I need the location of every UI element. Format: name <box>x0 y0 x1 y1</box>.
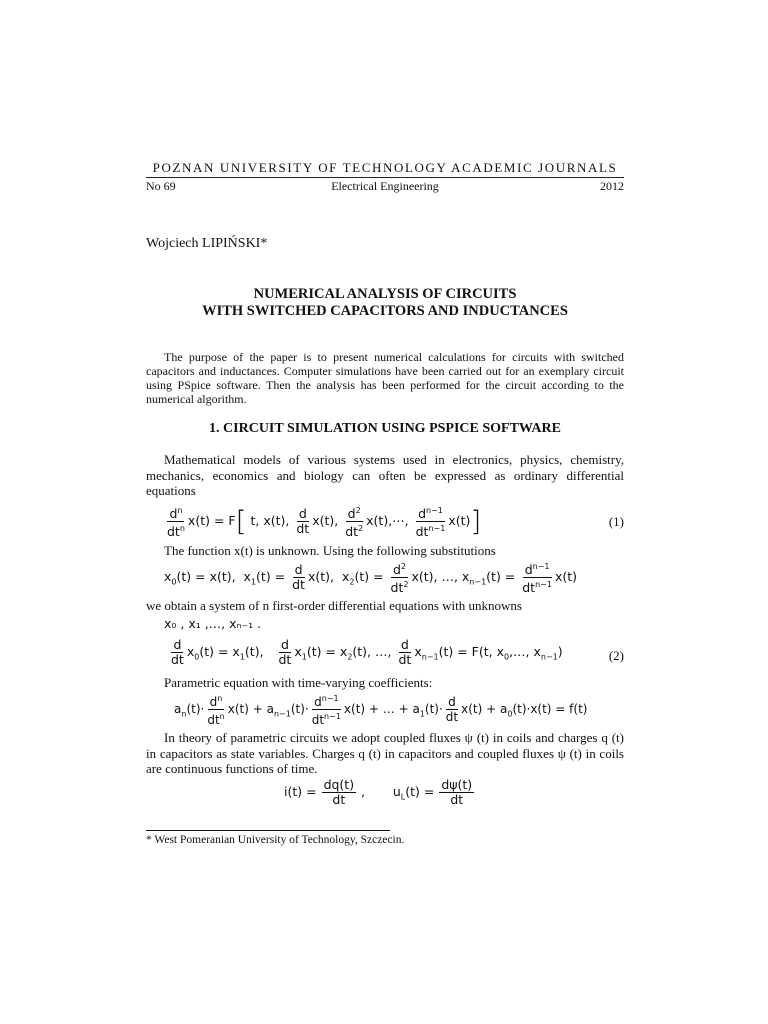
paragraph-intro: Mathematical models of various systems used in electronics, physics, chemistry, mechanics, economics and biology can often be expressed as ordinary differential equations <box>146 452 624 498</box>
footnote: * West Pomeranian University of Technology, Szczecin. <box>146 834 405 846</box>
paragraph-state-variables: In theory of parametric circuits we adopt coupled fluxes ψ (t) in coils and charges q (t) in capacitors as state variables. Charges q (t) in capacitors and coupled fluxes ψ (t) in coils are continuous functions of time. <box>146 730 624 776</box>
equation-2-number: (2) <box>608 648 624 663</box>
substitution-equations: $x_0(t) = x(t)$, $x_1(t)$ = $\frac{d}{dt}$ x(t), $x_2(t)$ = $\frac{d^2}{dt^2}$ x(t), …, $x_{n-1}(t)$ = $\frac{d^{n-1}}{dt^{n-1}}$ x(t) <box>164 562 578 596</box>
journal-year: 2012 <box>600 179 624 193</box>
journal-subheader <box>146 177 624 193</box>
parametric-equation: $a_n(t)\cdot$ $\frac{d^n}{dt^n}$ $x(t) + a_{n-1}(t)\cdot$ $\frac{d^{n-1}}{dt^{n-1}}$ x(t) + … + $a_1(t)\cdot$ $\frac{d}{dt}$ $x(t) + a_0(t)\cdot x(t) = f(t)$ <box>174 694 588 727</box>
section-heading: 1. CIRCUIT SIMULATION USING PSPICE SOFTWARE <box>209 421 561 436</box>
equation-2: $\frac{d}{dt}$ $x_0(t) = x_1(t)$, $\frac{d}{dt}$ $x_1(t) = x_2(t)$, …, $\frac{d}{dt}$ $x_{n-1}(t) = F(t$, $x_0,\dots$, $x_{n-1}$) (2) <box>171 637 624 667</box>
paragraph-parametric: Parametric equation with time-varying coefficients: <box>164 675 433 690</box>
paragraph-substitutions: The function x(t) is unknown. Using the following substitutions <box>164 543 496 558</box>
equation-1: $\frac{d^n}{dt^n}$ x(t) = F[ t, x(t), $\frac{d}{dt}$ x(t), $\frac{d^2}{dt^2}$ x(t),⋯, $\frac{d^{n-1}}{dt^{n-1}}$ x(t)] (1) <box>167 504 624 540</box>
title-line-1: NUMERICAL ANALYSIS OF CIRCUITS <box>253 286 517 302</box>
paragraph-system: we obtain a system of n first-order differential equations with unknowns <box>146 598 522 613</box>
issue-number: No 69 <box>146 179 176 193</box>
current-voltage-equations: i(t) = $\frac{dq(t)}{dt}$ , $u_L(t)$ = $\frac{d\psi(t)}{dt}$ <box>284 777 473 807</box>
paper-title <box>146 286 624 320</box>
title-line-2: WITH SWITCHED CAPACITORS AND INDUCTANCES <box>202 303 568 319</box>
footnote-rule <box>146 830 390 831</box>
author-name: Wojciech LIPIŃSKI* <box>146 236 268 251</box>
abstract: The purpose of the paper is to present numerical calculations for circuits with switched capacitors and inductances. Computer simulations have been carried out for an exemplary circuit using PSpice software. Then the analysis has been performed for the circuit according to the numerical algorithm. <box>146 350 624 406</box>
journal-field: Electrical Engineering <box>331 179 439 193</box>
equation-1-number: (1) <box>608 514 624 529</box>
unknowns-list: x₀ , x₁ ,…, xₙ₋₁ . <box>164 616 262 631</box>
journal-title: POZNAN UNIVERSITY OF TECHNOLOGY ACADEMIC JOURNALS <box>152 160 618 175</box>
